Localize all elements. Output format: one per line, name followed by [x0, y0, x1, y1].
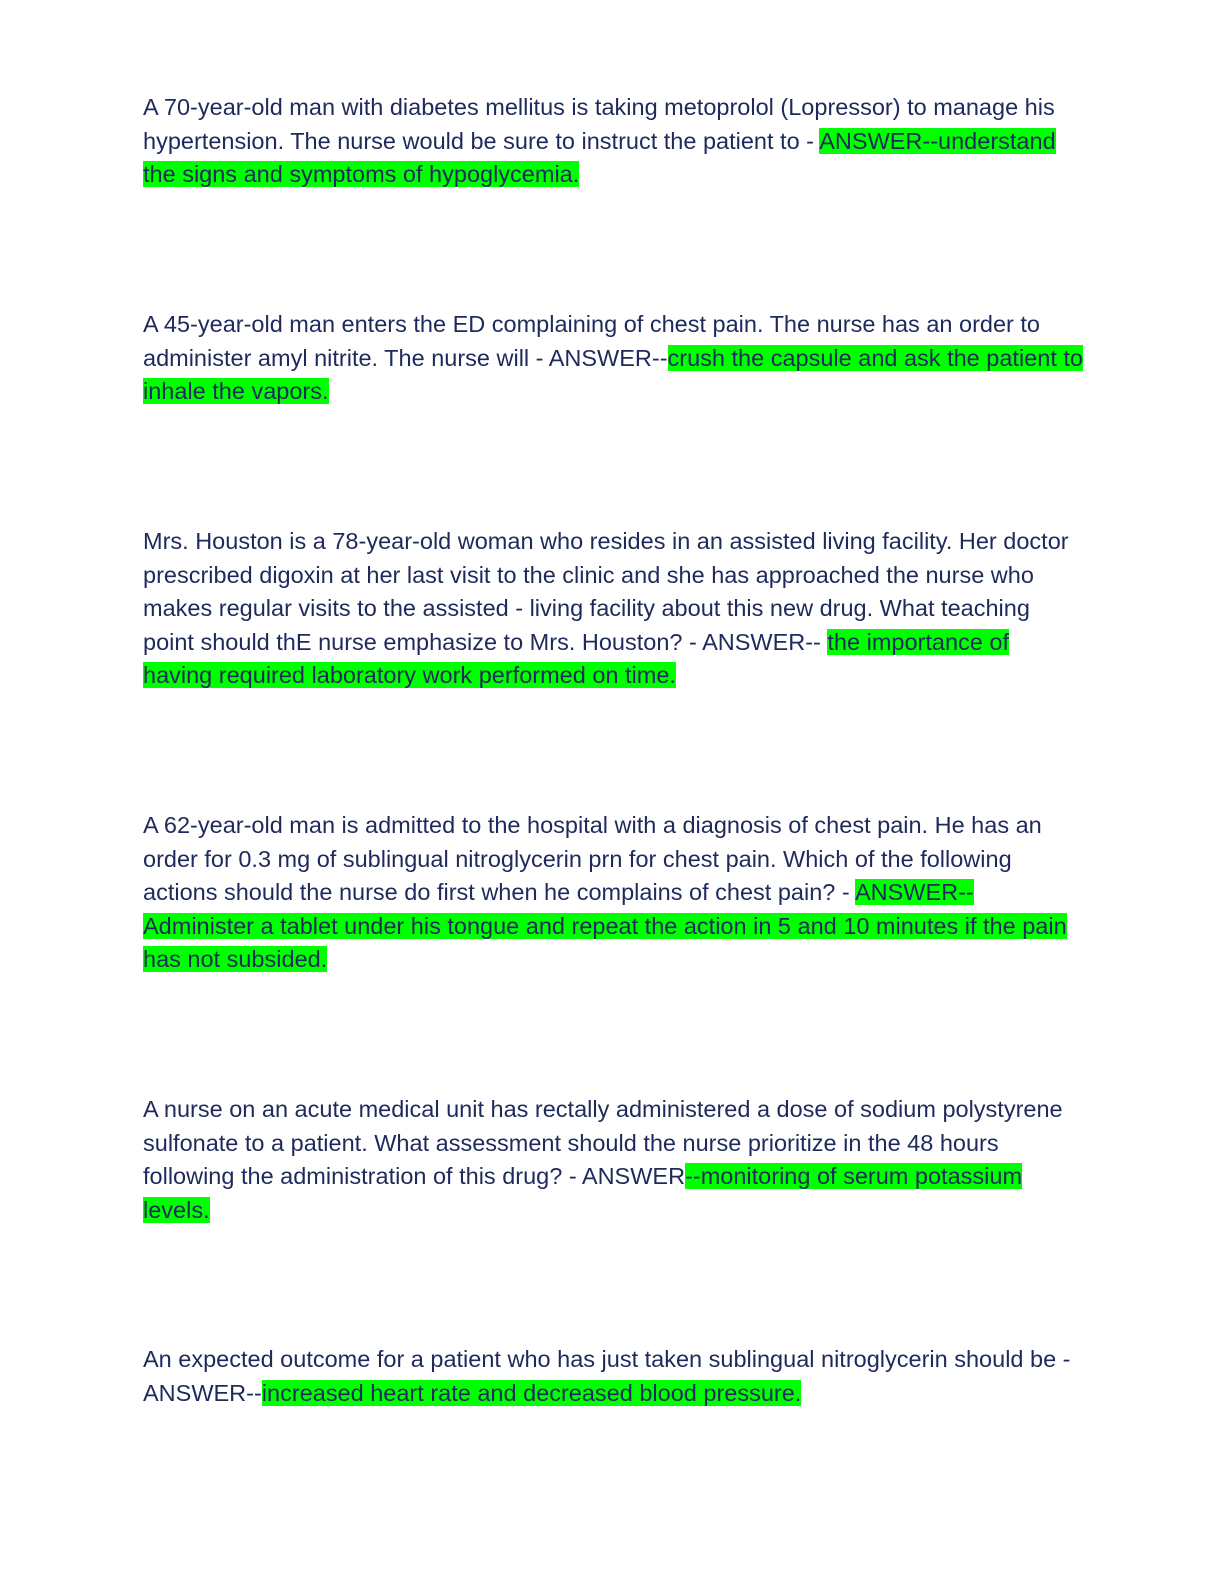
qa-item-1 — [143, 91, 1083, 192]
question-text: Mrs. Houston is a 78-year-old woman who resides in an assisted living facility. Her doctor prescribed digoxin at her last visit to the clinic and she has approached the nurse who makes regular visits to the assisted - living facility about this new drug. What teaching point should thE nurse emphasize to Mrs. Houston? - ANSWER-- — [143, 528, 1069, 655]
answer-highlight: crush the capsule and ask the patient to inhale the vapors. — [143, 344, 1083, 405]
question-text: An expected outcome for a patient who has just taken sublingual nitroglycerin should be - ANSWER-- — [143, 1346, 1071, 1406]
question-text: A nurse on an acute medical unit has rectally administered a dose of sodium polystyrene sulfonate to a patient. What assessment should the nurse prioritize in the 48 hours following the administration of this drug? - ANSWER — [143, 1096, 1063, 1190]
answer-highlight: ANSWER--Administer a tablet under his tongue and repeat the action in 5 and 10 minutes if the pain has not subsided. — [143, 879, 1067, 973]
qa-item-5 — [143, 1093, 1083, 1227]
qa-item-4 — [143, 809, 1083, 977]
qa-item-2 — [143, 308, 1083, 409]
answer-highlight: ANSWER--understand the signs and symptoms of hypoglycemia. — [143, 127, 1056, 188]
answer-highlight: the importance of having required laboratory work performed on time. — [143, 628, 1009, 689]
answer-highlight: --monitoring of serum potassium levels. — [143, 1163, 1023, 1223]
question-text: A 45-year-old man enters the ED complaining of chest pain. The nurse has an order to administer amyl nitrite. The nurse will - ANSWER-- — [143, 311, 1040, 371]
qa-item-3 — [143, 525, 1083, 693]
answer-highlight: increased heart rate and decreased blood pressure. — [261, 1379, 802, 1406]
qa-item-6 — [143, 1343, 1083, 1410]
question-text: A 70-year-old man with diabetes mellitus is taking metoprolol (Lopressor) to manage his hypertension. The nurse would be sure to instruct the patient to - — [143, 94, 1055, 154]
question-text: A 62-year-old man is admitted to the hospital with a diagnosis of chest pain. He has an order for 0.3 mg of sublingual nitroglycerin prn for chest pain. Which of the following actions should the nurse do first when he complains of chest pain? - — [143, 812, 1042, 906]
